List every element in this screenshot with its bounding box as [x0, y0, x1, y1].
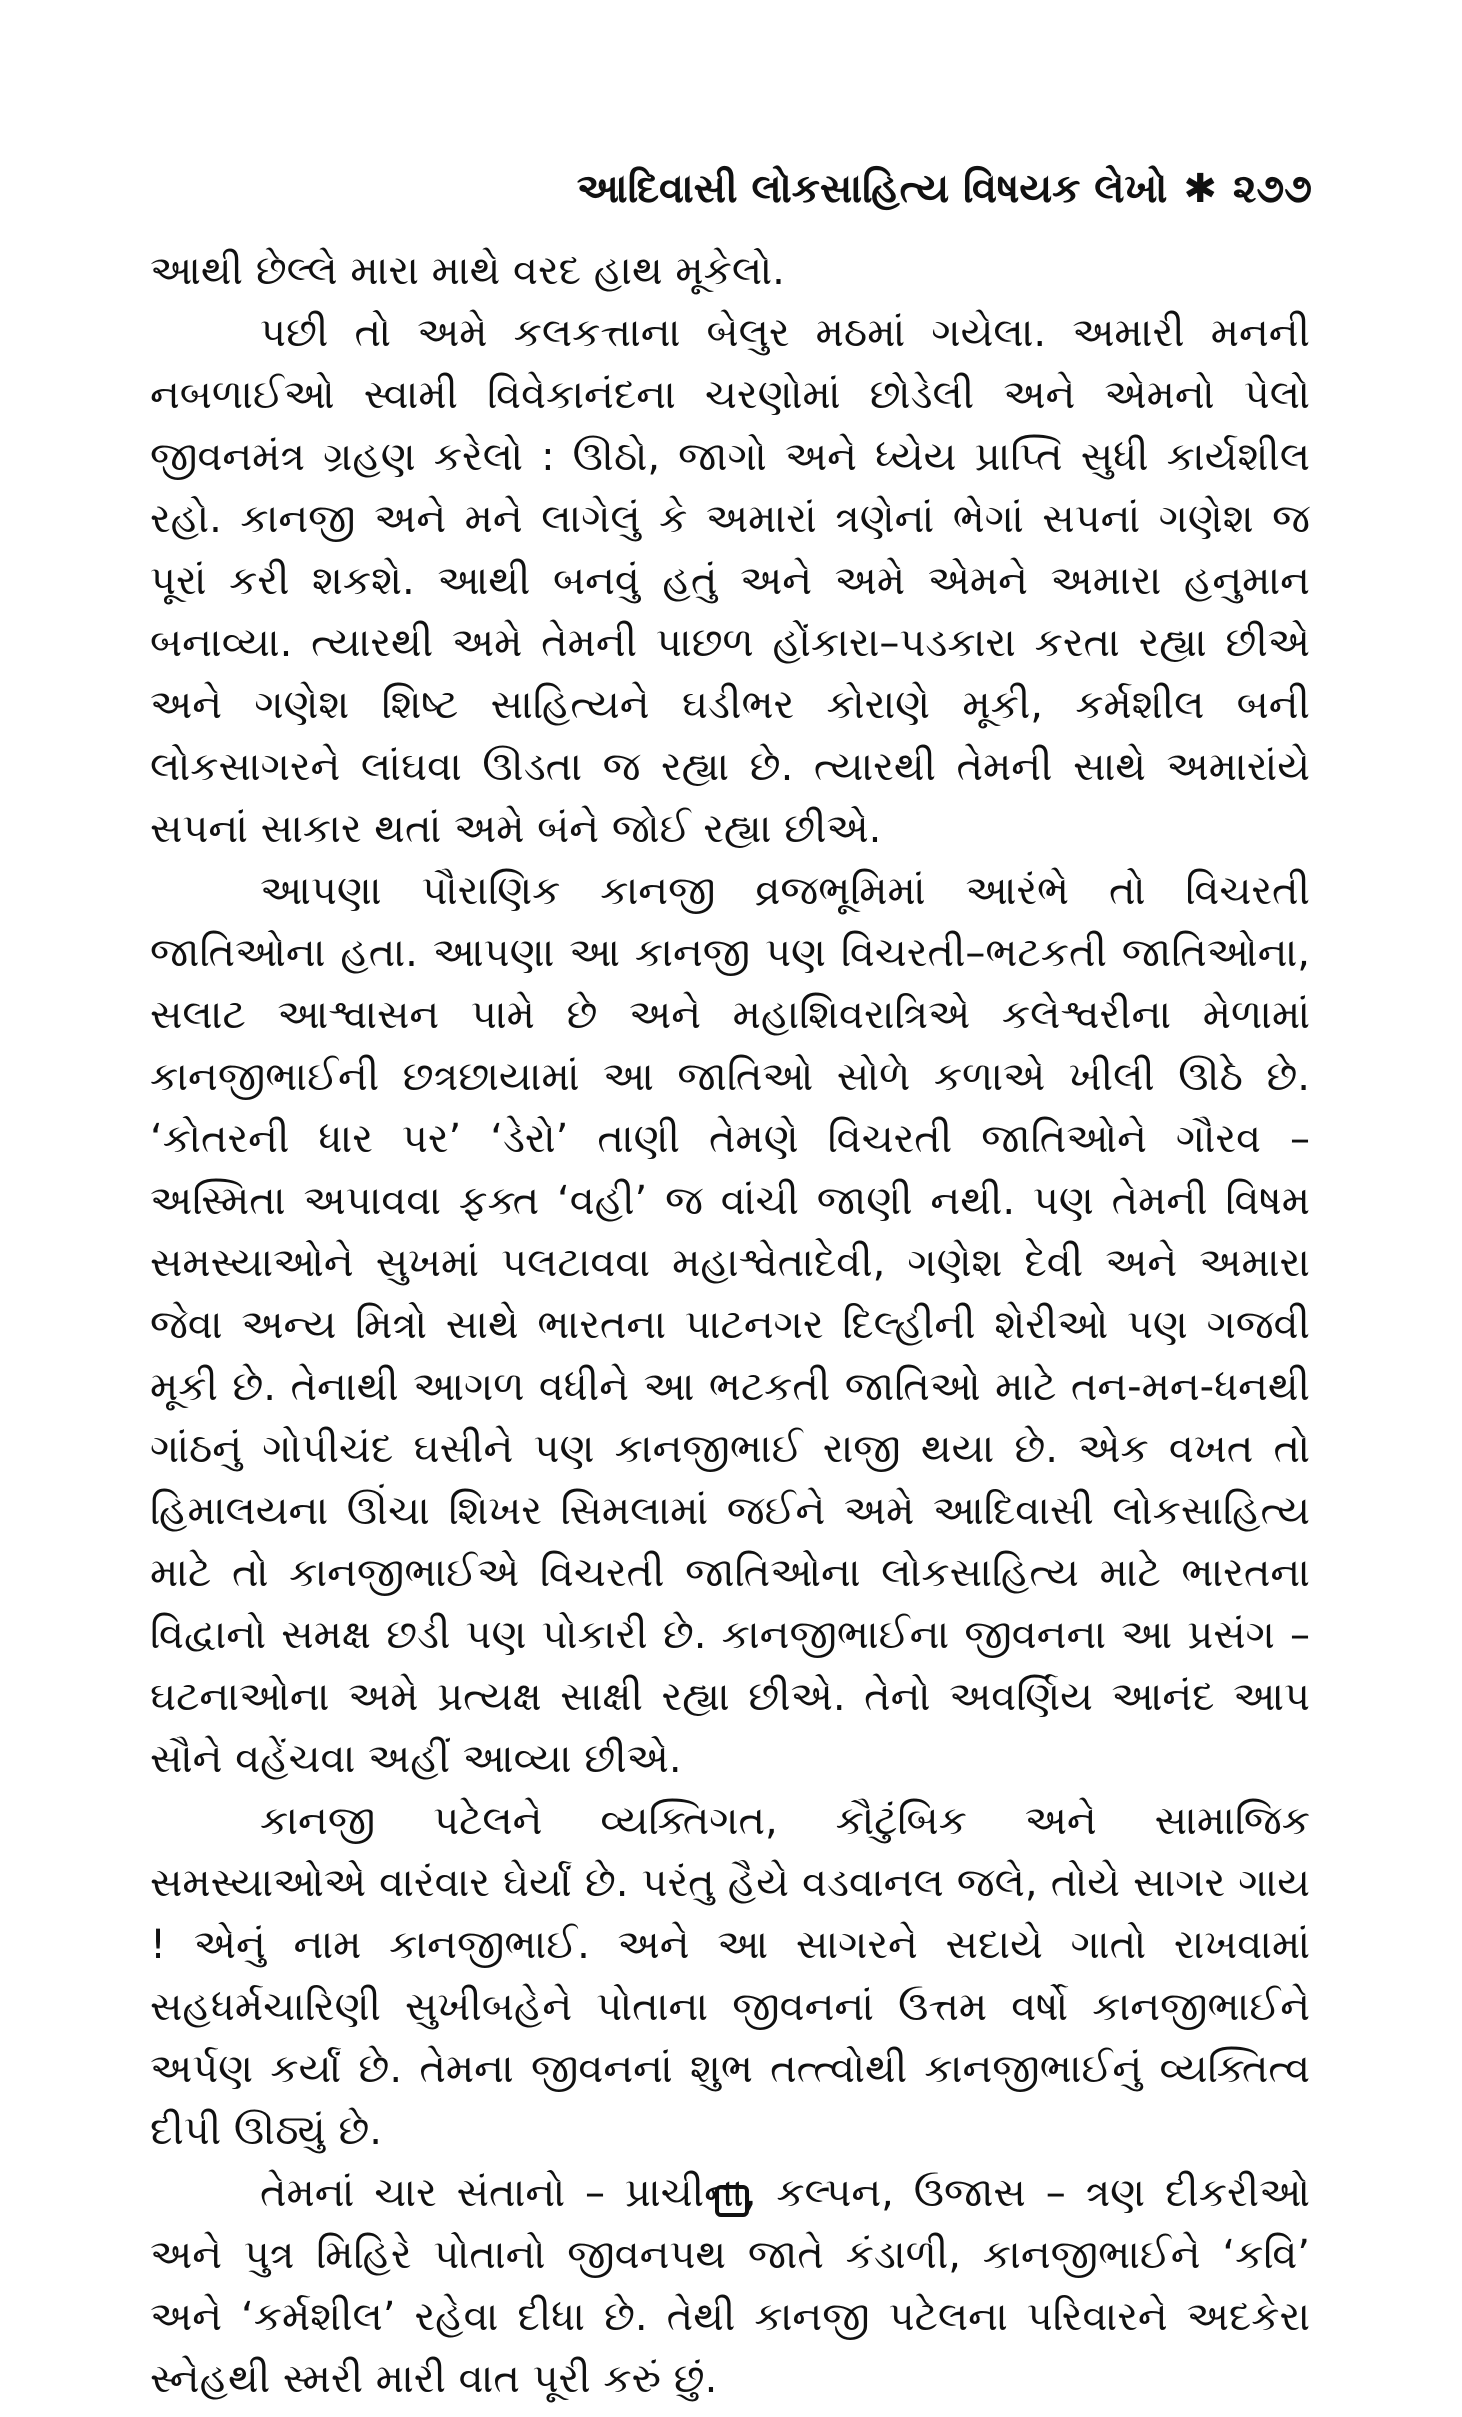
paragraph-2: પછી તો અમે કલકત્તાના બેલુર મઠમાં ગયેલા. અમારી મનની નબળાઈઓ સ્વામી વિવેકાનંદના ચરણોમાં છોડેલી અને એમનો પેલો જીવનમંત્ર ગ્રહણ કરેલો : ઊઠો, જાગો અને ધ્યેય પ્રાપ્તિ સુધી કાર્યશીલ રહો. કાનજી અને મને લાગેલું કે અમારાં ત્રણેનાં ભેગાં સપનાં ગણેશ જ પૂરાં કરી શકશે. આથી બનવું હતું અને અમે એમને અમારા હનુમાન બનાવ્યા. ત્યારથી અમે તેમની પાછળ હોંકારા–પડકારા કરતા રહ્યા છીએ અને ગણેશ શિષ્ટ સાહિત્યને ઘડીભર કોરાણે મૂકી, કર્મશીલ બની લોકસાગરને લાંઘવા ઊડતા જ રહ્યા છે. ત્યારથી તેમની સાથે અમારાંયે સપનાં સાકાર થતાં અમે બંને જોઈ રહ્યા છીએ. — [150, 310, 1310, 852]
header-separator-icon: ✱ — [1183, 166, 1217, 212]
header-title: આદિવાસી લોકસાહિત્ય વિષયક લેખો — [576, 166, 1168, 212]
paragraph-4: કાનજી પટેલને વ્યક્તિગત, કૌટુંબિક અને સામાજિક સમસ્યાઓએ વારંવાર ઘેર્યાં છે. પરંતુ હૈયે વડવાનલ જલે, તોયે સાગર ગાય ! એનું નામ કાનજીભાઈ. અને આ સાગરને સદાયે ગાતો રાખવામાં સહધર્મચારિણી સુખીબહેને પોતાના જીવનનાં ઉત્તમ વર્ષો કાનજીભાઈને અર્પણ કર્યાં છે. તેમના જીવનનાં શુભ તત્ત્વોથી કાનજીભાઈનું વ્યક્તિત્વ દીપી ઊઠ્યું છે. — [150, 1798, 1310, 2154]
paragraph-5: તેમનાં ચાર સંતાનો – પ્રાચીના, કલ્પન, ઉજાસ – ત્રણ દીકરીઓ અને પુત્ર મિહિરે પોતાનો જીવનપથ જાતે કંડાળી, કાનજીભાઈને ‘કવિ’ અને ‘કર્મશીલ’ રહેવા દીધા છે. તેથી કાનજી પટેલના પરિવારને અદકેરા સ્નેહથી સ્મરી મારી વાત પૂરી કરું છું. — [150, 2170, 1310, 2402]
running-header — [150, 165, 1312, 213]
body-text — [150, 240, 1310, 2410]
page-number: ૨૭૭ — [1232, 166, 1312, 212]
paragraph-3: આપણા પૌરાણિક કાનજી વ્રજભૂમિમાં આરંભે તો વિચરતી જાતિઓના હતા. આપણા આ કાનજી પણ વિચરતી–ભટકતી જાતિઓના, સલાટ આશ્વાસન પામે છે અને મહાશિવરાત્રિએ કલેશ્વરીના મેળામાં કાનજીભાઈની છત્રછાયામાં આ જાતિઓ સોળે કળાએ ખીલી ઊઠે છે. ‘કોતરની ધાર પર’ ‘ડેરો’ તાણી તેમણે વિચરતી જાતિઓને ગૌરવ – અસ્મિતા અપાવવા ફક્ત ‘વહી’ જ વાંચી જાણી નથી. પણ તેમની વિષમ સમસ્યાઓને સુખમાં પલટાવવા મહાશ્વેતાદેવી, ગણેશ દેવી અને અમારા જેવા અન્ય મિત્રો સાથે ભારતના પાટનગર દિલ્હીની શેરીઓ પણ ગજવી મૂકી છે. તેનાથી આગળ વધીને આ ભટકતી જાતિઓ માટે તન-મન-ધનથી ગાંઠનું ગોપીચંદ ઘસીને પણ કાનજીભાઈ રાજી થયા છે. એક વખત તો હિમાલયના ઊંચા શિખર સિમલામાં જઈને અમે આદિવાસી લોકસાહિત્ય માટે તો કાનજીભાઈએ વિચરતી જાતિઓના લોકસાહિત્ય માટે ભારતના વિદ્વાનો સમક્ષ છડી પણ પોકારી છે. કાનજીભાઈના જીવનના આ પ્રસંગ – ઘટનાઓના અમે પ્રત્યક્ષ સાક્ષી રહ્યા છીએ. તેનો અવર્ણિય આનંદ આપ સૌને વહેંચવા અહીં આવ્યા છીએ. — [150, 868, 1310, 1782]
end-of-article-icon — [715, 2185, 749, 2217]
paragraph-1: આથી છેલ્લે મારા માથે વરદ હાથ મૂકેલો. — [150, 248, 785, 294]
